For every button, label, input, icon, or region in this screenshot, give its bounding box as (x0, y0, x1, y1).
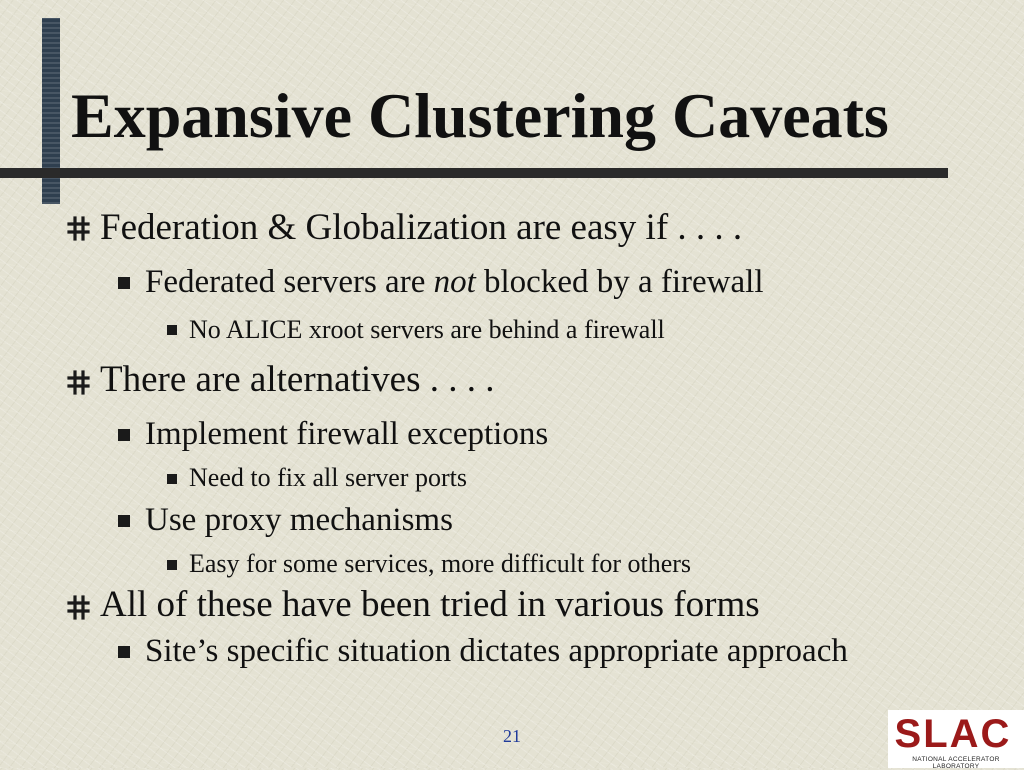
square-bullet-icon (167, 560, 177, 570)
square-bullet-icon (118, 429, 130, 441)
text-segment: Federated servers are (145, 264, 434, 300)
square-bullet-icon (167, 325, 177, 335)
bullet-level3-text: Easy for some services, more difficult for others (189, 549, 692, 578)
bullet-level3-text: Need to fix all server ports (189, 463, 467, 492)
emphasis-text: not (433, 264, 476, 300)
bullet-level1-text: All of these have been tried in various forms (100, 584, 760, 625)
bullet-level2-text (145, 262, 763, 302)
bullet-level2-text: Site’s specific situation dictates appropriate approach (145, 633, 848, 669)
bullet-level1-text: There are alternatives . . . . (100, 359, 495, 400)
slac-logo (888, 710, 1024, 768)
bullet-level3-text: No ALICE xroot servers are behind a firewall (189, 315, 665, 344)
square-bullet-icon (167, 474, 177, 484)
page-number: 21 (503, 726, 521, 746)
title-underline-bar (0, 168, 948, 178)
hash-bullet-icon (66, 215, 90, 241)
bullet-level2-text: Implement firewall exceptions (145, 416, 549, 452)
logo-wordmark: SLAC (894, 712, 1012, 756)
text-segment: blocked by a firewall (475, 264, 764, 300)
bullet-level1-text: Federation & Globalization are easy if . . . . (100, 207, 743, 248)
bullet-level2-text: Use proxy mechanisms (145, 502, 453, 538)
square-bullet-icon (118, 646, 130, 658)
square-bullet-icon (118, 515, 130, 527)
slide-title: Expansive Clustering Caveats (71, 80, 889, 151)
square-bullet-icon (118, 277, 130, 289)
logo-subtitle: NATIONAL ACCELERATOR LABORATORY (912, 756, 1000, 770)
hash-bullet-icon (66, 369, 90, 395)
hash-bullet-icon (66, 594, 90, 620)
